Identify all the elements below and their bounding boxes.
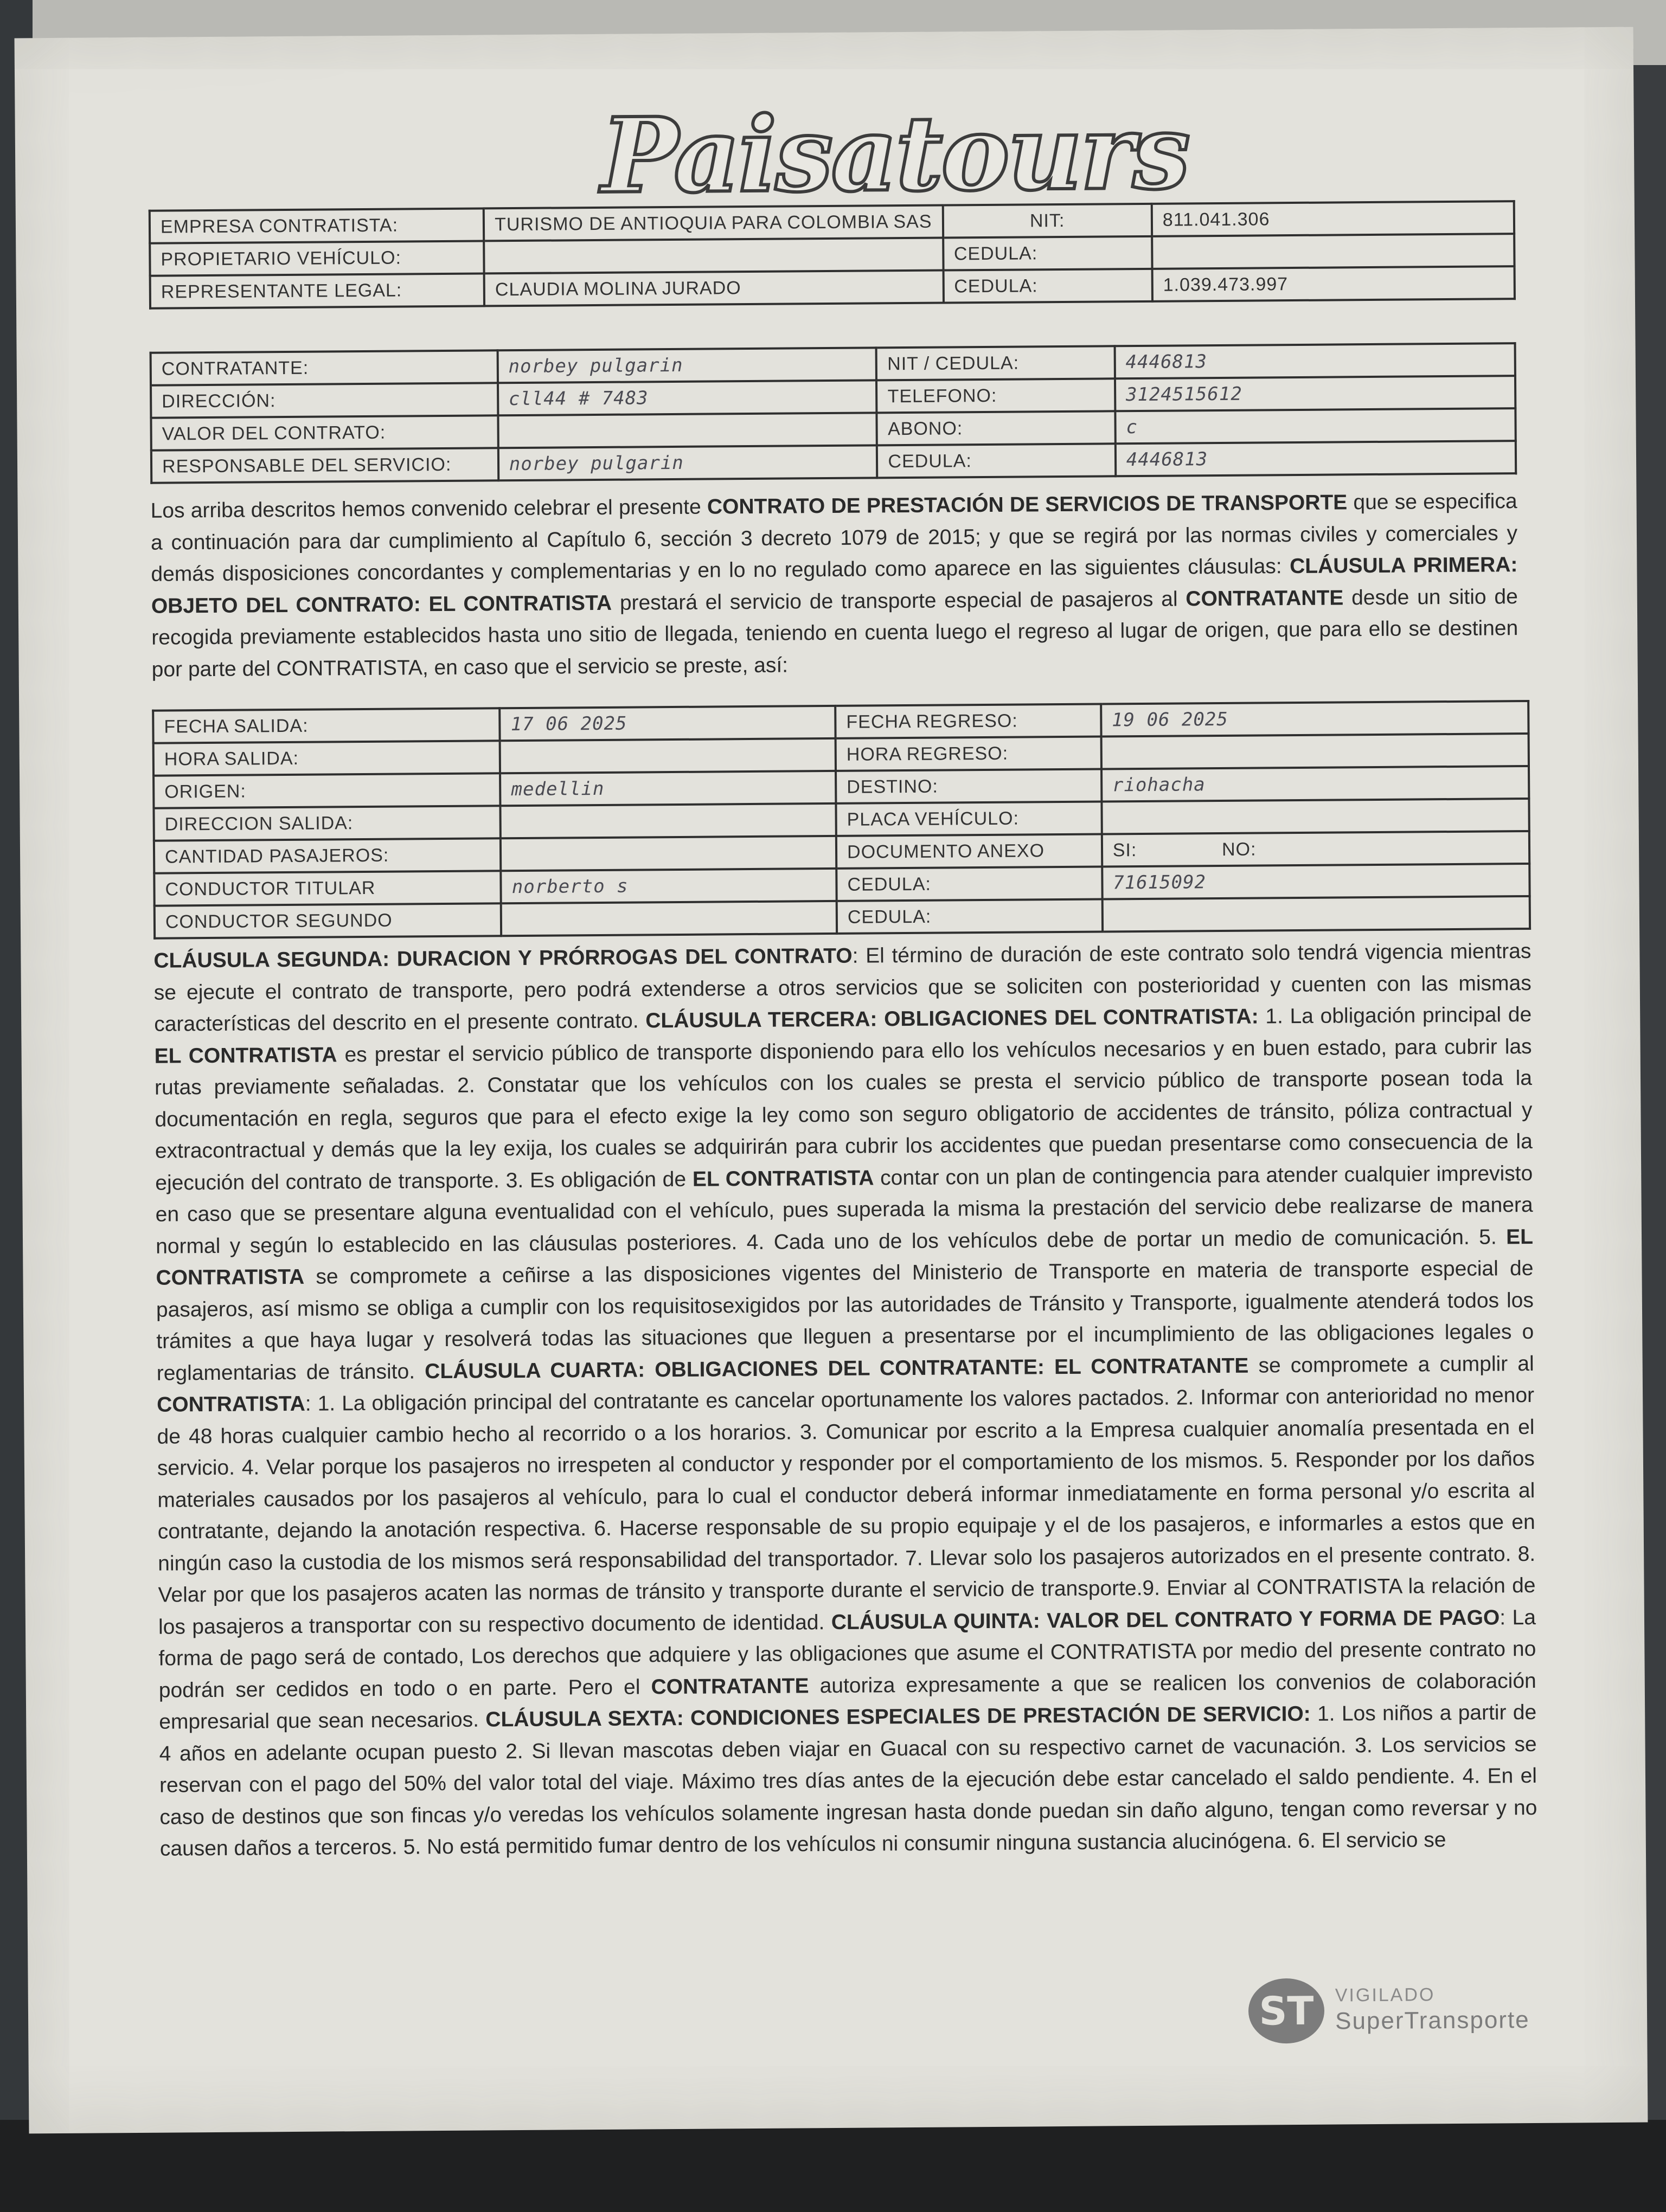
field-label: HORA REGRESO:	[836, 737, 1101, 771]
handwritten-value	[501, 901, 837, 936]
field-label: CONDUCTOR SEGUNDO	[155, 903, 502, 938]
field-label: CEDULA:	[877, 443, 1116, 478]
handwritten-value: 19 06 2025	[1101, 701, 1529, 737]
text-run: : El término de duración de este contrato solo tendrá vigencia mientras se ejecute el contrato de transporte, pero podrá extenderse a otros servicios que se soliciten con posterioridad y cuenten con las mismas características del descrito en el presente contrato.	[153, 939, 1532, 1036]
field-label: DESTINO:	[836, 769, 1101, 803]
client-table	[150, 342, 1517, 484]
handwritten-value: 4446813	[1114, 343, 1515, 378]
field-label: ABONO:	[877, 411, 1116, 445]
bold-run: CONTRATANTE	[651, 1674, 809, 1699]
clause-title: CLÁUSULA SEXTA: CONDICIONES ESPECIALES DE PRESTACIÓN DE SERVICIO:	[485, 1702, 1311, 1732]
handwritten-value	[501, 836, 836, 871]
bold-run: EL CONTRATISTA	[692, 1166, 874, 1191]
logo-text: Paisatours	[600, 91, 1189, 216]
field-label: DOCUMENTO ANEXO	[836, 834, 1102, 869]
handwritten-value: norbey pulgarin	[497, 348, 876, 383]
clause-title: CLÁUSULA QUINTA: VALOR DEL CONTRATO Y FORMA DE PAGO	[831, 1605, 1500, 1634]
handwritten-value	[1102, 896, 1530, 932]
handwritten-value	[498, 413, 877, 448]
handwritten-value: 71615092	[1102, 864, 1530, 899]
trip-table	[152, 700, 1531, 940]
field-label: NIT:	[943, 204, 1152, 238]
text-run: Los arriba descritos hemos convenido celebrar el presente	[150, 495, 708, 523]
clause-title: CLÁUSULA TERCERA: OBLIGACIONES DEL CONTRATISTA:	[645, 1005, 1259, 1033]
clause-title: CLÁUSULA PRIMERA: OBJETO DEL CONTRATO: EL CONTRATISTA	[151, 553, 1518, 618]
field-label: CONDUCTOR TITULAR	[154, 871, 501, 905]
bold-run: CONTRATANTE	[1186, 586, 1344, 610]
field-label: CEDULA:	[836, 867, 1102, 901]
field-label: VALOR DEL CONTRATO:	[151, 415, 498, 450]
company-table	[149, 200, 1516, 310]
field-value	[484, 238, 943, 274]
field-label: CEDULA:	[943, 269, 1152, 303]
text-run: : La forma de pago será de contado, Los derechos que adquiere y las obligaciones que asume el CONTRATISTA por medio del presente contrato no podrán ser cedidos en todo o en parte. Pero el	[158, 1605, 1536, 1702]
field-label: CEDULA:	[943, 236, 1152, 271]
field-value	[1152, 234, 1514, 269]
clause-title: CLÁUSULA SEGUNDA: DURACION Y PRÓRROGAS DEL CONTRATO	[153, 944, 853, 973]
handwritten-value: 3124515612	[1115, 376, 1516, 411]
contract-page	[15, 27, 1648, 2134]
handwritten-value: norberto s	[501, 869, 837, 903]
text-run: que se especifica a continuación para dar cumplimiento al Capítulo 6, sección 3 decreto 1079 de 2015; y que se regirá por las normas civiles y comerciales y demás disposiciones concordantes y complementarias y en lo no regulado como aparece en las siguientes cláusulas:	[150, 490, 1518, 586]
bold-run: CONTRATO DE PRESTACIÓN DE SERVICIOS DE TRANSPORTE	[707, 491, 1348, 519]
clauses-body	[153, 936, 1537, 1865]
handwritten-value: 4446813	[1116, 441, 1516, 476]
supertransporte-watermark	[1248, 1974, 1564, 2047]
supertransporte-label: SuperTransporte	[1335, 2007, 1530, 2035]
field-label: PLACA VEHÍCULO:	[836, 802, 1101, 836]
field-label: ORIGEN:	[153, 773, 501, 808]
text-run: 1. La obligación principal de	[1258, 1002, 1532, 1028]
handwritten-value	[1101, 734, 1529, 769]
text-run: autoriza expresamente a que se realicen los convenios de colaboración empresarial que sean necesarios.	[159, 1669, 1536, 1734]
field-label: DIRECCIÓN:	[151, 383, 498, 417]
field-label: HORA SALIDA:	[153, 741, 501, 775]
text-run: desde un sitio de recogida previamente establecidos hasta uno sitio de llegada, teniendo en cuenta luego el regreso al lugar de origen, que para ello se destinen por parte del CONTRATISTA, en caso que el servicio se preste, así:	[151, 584, 1518, 681]
field-label: REPRESENTANTE LEGAL:	[150, 273, 485, 308]
bold-run: CONTRATISTA	[156, 1392, 305, 1417]
handwritten-value: cll44 # 7483	[498, 380, 877, 415]
bold-run: EL CONTRATISTA	[156, 1225, 1534, 1290]
field-label: CANTIDAD PASAJEROS:	[154, 838, 501, 873]
handwritten-value	[1101, 799, 1529, 834]
field-label: EMPRESA CONTRATISTA:	[150, 208, 484, 243]
field-value: SI: NO:	[1102, 831, 1530, 867]
clause-title: CLÁUSULA CUARTA: OBLIGACIONES DEL CONTRATANTE: EL CONTRATANTE	[425, 1354, 1249, 1383]
handwritten-value	[500, 738, 836, 773]
field-label: CEDULA:	[837, 899, 1103, 934]
bold-run: EL CONTRATISTA	[154, 1043, 337, 1068]
text-run: 1. Los niños a partir de 4 años en adelante ocupan puesto 2. Si llevan mascotas deben viajar en Guacal con su respectivo carnet de vacunación. 3. Los servicios se reservan con el pago del 50% del valor total del viaje. Máximo tres días antes de la ejecución debe estar cancelado el saldo pendiente. 4. En el caso de destinos que son fincas y/o veredas los vehículos solamente ingresan hasta donde puedan sin daño alguno, tengan como reversar y no causen daños a terceros. 5. No está permitido fumar dentro de los vehículos ni consumir ninguna sustancia alucinógena. 6. El servicio se	[159, 1700, 1537, 1861]
handwritten-value: medellin	[500, 771, 836, 806]
field-label: FECHA SALIDA:	[153, 708, 500, 743]
field-value: CLAUDIA MOLINA JURADO	[484, 271, 944, 306]
field-label: TELEFONO:	[876, 378, 1115, 413]
intro-paragraph	[150, 486, 1518, 686]
handwritten-value	[501, 803, 836, 838]
background-bottom	[0, 2120, 1666, 2212]
text-run: prestará el servicio de transporte especial de pasajeros al	[611, 587, 1186, 615]
text-run: se compromete a cumplir al	[1248, 1352, 1534, 1378]
field-label: DIRECCION SALIDA:	[153, 806, 501, 840]
field-label: FECHA REGRESO:	[835, 704, 1101, 738]
field-label: PROPIETARIO VEHÍCULO:	[150, 241, 484, 275]
supertransporte-logo-icon: ST	[1248, 1978, 1325, 2044]
field-value: 1.039.473.997	[1152, 266, 1514, 301]
field-label: NIT / CEDULA:	[876, 346, 1115, 380]
field-value: TURISMO DE ANTIOQUIA PARA COLOMBIA SAS	[484, 205, 943, 241]
text-run: contar con un plan de contingencia para atender cualquier imprevisto en caso que se presentare alguna eventualidad con el vehículo, pues superada la misma la prestación del servicio debe realizarse de manera normal y según lo establecido en las cláusulas posteriores. 4. Cada uno de los vehículos debe de portar un medio de comunicación. 5.	[155, 1161, 1533, 1258]
handwritten-value: norbey pulgarin	[498, 445, 877, 480]
vigilado-label: VIGILADO	[1335, 1984, 1436, 2006]
field-value: 811.041.306	[1152, 201, 1514, 236]
field-label: CONTRATANTE:	[151, 350, 498, 385]
handwritten-value: riohacha	[1101, 766, 1529, 802]
field-label: RESPONSABLE DEL SERVICIO:	[151, 448, 498, 483]
handwritten-value: 17 06 2025	[500, 706, 836, 741]
text-run: se compromete a ceñirse a las disposiciones vigentes del Ministerio de Transporte en materia de transporte especial de pasajeros, así mismo se obliga a cumplir con los requisitosexigidos por las autoridades de Tránsito y Transporte, igualmente atenderá todos los trámites a que haya lugar y resolverá todas las situaciones que lleguen a presentarse por el incumplimiento de las obligaciones legales o reglamentarias de tránsito.	[156, 1256, 1534, 1385]
handwritten-value: c	[1115, 408, 1516, 443]
text-run: es prestar el servicio público de transporte disponiendo para ello los vehículos necesarios y en buen estado, para cubrir las rutas previamente señaladas. 2. Constatar que los vehículos con los cuales se presta el servicio público de transporte posean toda la documentación en regla, seguros que para el efecto exige la ley como son seguro obligatorio de accidentes de tránsito, póliza contractual y extracontractual y demás que la ley exija, los cuales se adquirirán para cubrir los accidentes que puedan presentarse como consecuencia de la ejecución del contrato de transporte. 3. Es obligación de	[154, 1034, 1533, 1195]
text-run: : 1. La obligación principal del contratante es cancelar oportunamente los valores pactados. 2. Informar con anterioridad no menor de 48 horas cualquier cambio hecho al recorrido o a los horarios. 3. Comunicar por escrito a la Empresa cualquier anomalía presentada en el servicio. 4. Velar porque los pasajeros no irrespeten al conductor y responder por el comportamiento de los mismos. 5. Responder por los daños materiales causados por los pasajeros al vehículo, para lo cual el conductor deberá informar inmediatamente en forma personal y/o escrita al contratante, dejando la anotación respectiva. 6. Hacerse responsable de su propio equipaje y el de los pasajeros, e informarles a estos que en ningún caso la custodia de los mismos será responsabilidad del transportador. 7. Llevar solo los pasajeros autorizados en el presente contrato. 8. Velar por que los pasajeros acaten las normas de tránsito y transporte durante el servicio de transporte.9. Enviar al CONTRATISTA la relación de los pasajeros a transportar con su respectivo documento de identidad.	[157, 1383, 1536, 1639]
